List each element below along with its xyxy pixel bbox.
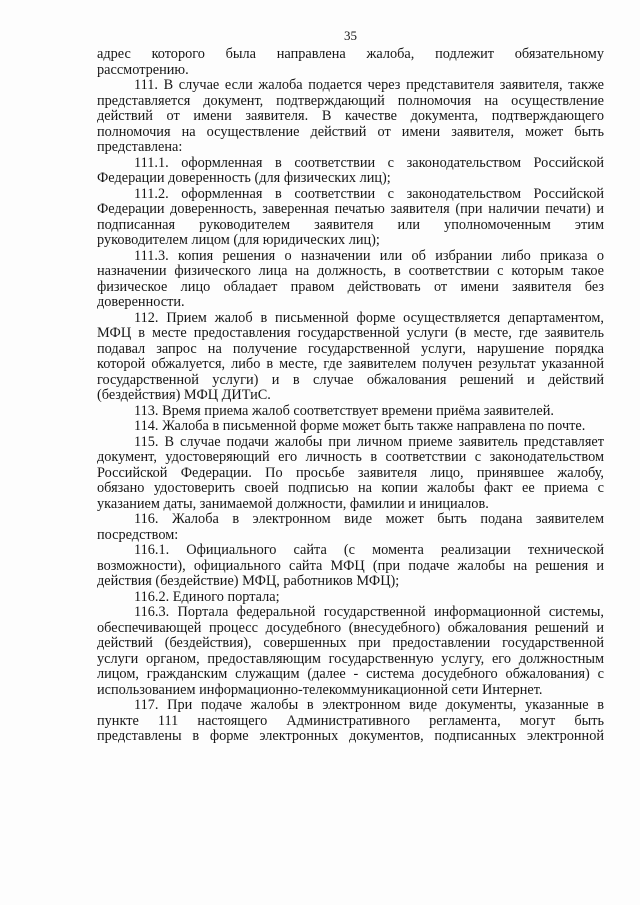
text-line: полномочия на осуществление действий от имени заявителя, может быть: [97, 123, 604, 140]
text-line: подписанная руководителем заявителя или уполномоченным этим: [97, 216, 604, 233]
text-line: физическое лицо обладает правом действовать от имени заявителя без: [97, 278, 604, 295]
text-line: 115. В случае подачи жалобы при личном приеме заявитель представляет: [134, 433, 604, 450]
text-line: 111.2. оформленная в соответствии с законодательством Российской: [134, 185, 604, 202]
text-line: документ, удостоверяющий его личность в соответствии с законодательством: [97, 449, 604, 465]
text-line: 116.2. Единого портала;: [134, 588, 280, 605]
paragraph: [97, 156, 604, 187]
text-line: действий (бездействия), совершенных при предоставлении государственной: [97, 635, 604, 651]
paragraph: [97, 605, 604, 698]
text-line: посредством:: [97, 526, 179, 543]
text-line: руководителем лицом (для юридических лиц);: [97, 232, 380, 248]
text-line: пункте 111 настоящего Административного регламента, могут быть: [97, 712, 604, 729]
text-line: 112. Прием жалоб в письменной форме осуществляется департаментом,: [134, 309, 604, 326]
text-line: подавал запрос на получение государственной услуги, нарушение порядка: [97, 340, 604, 357]
text-line: использованием информационно-телекоммуникационной сети Интернет.: [97, 681, 543, 698]
text-line: обязано удостоверить своей подписью на копии жалобы факт ее приема с: [97, 480, 604, 496]
text-line: Федерации доверенность, заверенная печатью заявителя (при наличии печати) и: [97, 201, 604, 217]
paragraph: [97, 311, 604, 404]
text-line: представляется документ, подтверждающий полномочия на осуществление: [97, 92, 604, 109]
text-line: доверенности.: [97, 294, 185, 310]
paragraph: [97, 404, 604, 420]
text-line: действий от имени заявителя. В качестве документа, подтверждающего: [97, 108, 604, 124]
paragraph: [97, 543, 604, 590]
text-line: 113. Время приема жалоб соответствует времени приёма заявителей.: [134, 402, 555, 419]
paragraph: [97, 47, 604, 78]
text-line: 116. Жалоба в электронном виде может быть подана заявителем: [134, 511, 604, 527]
text-line: 111. В случае если жалоба подается через представителя заявителя, также: [134, 77, 604, 93]
text-line: назначении физического лица на должность, в соответствии с которым такое: [97, 263, 604, 279]
text-line: 117. При подаче жалобы в электронном виде документы, указанные в: [134, 697, 604, 713]
page-number: 35: [344, 28, 357, 43]
text-line: государственной услуги) и в случае обжалования решений и действий: [97, 371, 604, 388]
text-line: Российской Федерации. По просьбе заявителя лицо, принявшее жалобу,: [97, 464, 604, 481]
text-line: которой обжалуется, либо в месте, где заявителем получен результат указанной: [97, 356, 604, 372]
text-line: МФЦ в месте предоставления государственной услуги (в месте, где заявитель: [97, 325, 604, 341]
paragraph: [97, 435, 604, 513]
paragraph: [97, 590, 604, 606]
text-line: указанием даты, занимаемой должности, фамилии и инициалов.: [97, 495, 489, 512]
text-line: 116.3. Портала федеральной государственной информационной системы,: [134, 604, 604, 620]
text-line: представлены в форме электронных документов, подписанных электронной: [97, 728, 604, 744]
text-line: 111.1. оформленная в соответствии с законодательством Российской: [134, 154, 604, 171]
paragraph: [97, 187, 604, 249]
text-line: лицом, гражданским служащим (далее - система досудебного обжалования) с: [97, 666, 604, 682]
text-line: 114. Жалоба в письменной форме может быть также направлена по почте.: [134, 418, 586, 434]
paragraph: [97, 78, 604, 156]
text-line: (бездействия) МФЦ ДИТиС.: [97, 387, 271, 403]
text-line: представлена:: [97, 139, 183, 155]
text-line: 116.1. Официального сайта (с момента реализации технической: [134, 542, 604, 558]
text-line: Федерации доверенность (для физических лиц);: [97, 170, 391, 186]
text-line: действия (бездействие) МФЦ, работников МФЦ);: [97, 573, 400, 589]
paragraph: [97, 698, 604, 745]
text-line: рассмотрению.: [97, 61, 189, 78]
text-line: услуги органом, предоставляющим государственную услугу, его должностным: [97, 650, 604, 667]
text-line: 111.3. копия решения о назначении или об избрании либо приказа о: [134, 247, 604, 264]
text-line: возможности), официального сайта МФЦ (при подаче жалобы на решения и: [97, 557, 604, 574]
text-line: адрес которого была направлена жалоба, подлежит обязательному: [97, 46, 604, 62]
paragraph: [97, 419, 604, 435]
text-line: обеспечивающей процесс досудебного (внесудебного) обжалования решений и: [97, 619, 604, 636]
paragraph: [97, 512, 604, 543]
body-text: [97, 47, 604, 745]
paragraph: [97, 249, 604, 311]
